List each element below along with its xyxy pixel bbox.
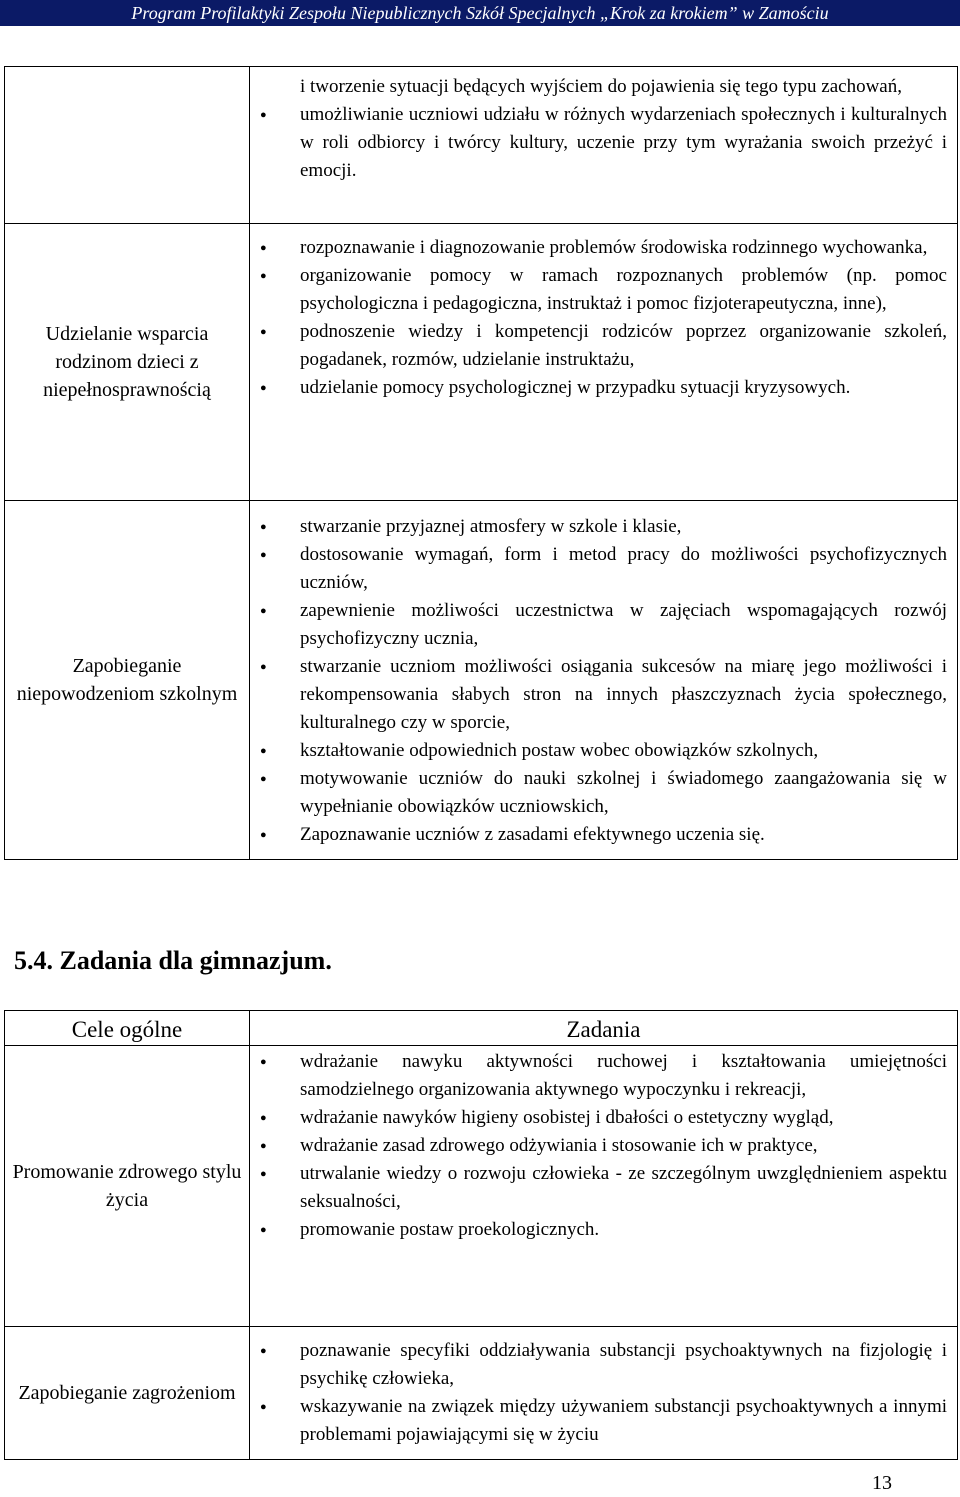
list-item: ● udzielanie pomocy psychologicznej w przypadku sytuacji kryzysowych. [260, 374, 947, 402]
page-header: Program Profilaktyki Zespołu Niepublicznych Szkół Specjalnych „Krok za krokiem” w Zamościu [0, 0, 960, 26]
table-row [5, 224, 958, 501]
list-item: ● poznawanie specyfiki oddziaływania substancji psychoaktywnych na fizjologię i psychikę człowieka, [260, 1337, 947, 1393]
task-list [260, 1048, 947, 1244]
table-row [5, 67, 958, 224]
tasks-cell [250, 501, 958, 860]
task-list [260, 234, 947, 402]
column-header-tasks: Zadania [566, 1017, 641, 1042]
list-item: ● wdrażanie nawyków higieny osobistej i dbałości o estetyczny wygląd, [260, 1104, 947, 1132]
tasks-cell [250, 224, 958, 501]
list-item: ● utrwalanie wiedzy o rozwoju człowieka - ze szczególnym uwzględnieniem aspektu seksualności, [260, 1160, 947, 1216]
list-item: ● wskazywanie na związek między używaniem substancji psychoaktywnych a innymi problemami pojawiającymi się w życiu [260, 1393, 947, 1449]
goal-cell: Promowanie zdrowego stylu życia [5, 1046, 250, 1327]
column-header-goals: Cele ogólne [71, 1017, 183, 1042]
list-item: ● dostosowanie wymagań, form i metod pracy do możliwości psychofizycznych uczniów, [260, 541, 947, 597]
list-item: ● promowanie postaw proekologicznych. [260, 1216, 947, 1244]
page-number: 13 [872, 1472, 892, 1494]
section-title: 5.4. Zadania dla gimnazjum. [14, 946, 332, 975]
header-goals-cell [5, 1011, 250, 1046]
table-header-row [5, 1011, 958, 1046]
tasks-table-gimnazjum [4, 1010, 958, 1460]
list-item: i tworzenie sytuacji będących wyjściem do pojawienia się tego typu zachowań, [300, 76, 902, 97]
table-row [5, 501, 958, 860]
list-item: ● wdrażanie zasad zdrowego odżywiania i stosowanie ich w praktyce, [260, 1132, 947, 1160]
list-item: ● motywowanie uczniów do nauki szkolnej i świadomego zaangażowania się w wypełnianie obowiązków uczniowskich, [260, 765, 947, 821]
tasks-cell [250, 1327, 958, 1460]
goal-cell: Zapobieganie niepowodzeniom szkolnym [5, 501, 250, 860]
task-list [260, 73, 947, 185]
table-row [5, 1046, 958, 1327]
list-item: ● rozpoznawanie i diagnozowanie problemów środowiska rodzinnego wychowanka, [260, 234, 947, 262]
list-item: ● umożliwianie uczniowi udziału w różnych wydarzeniach społecznych i kulturalnych w roli odbiorcy i twórcy kultury, uczenie przy tym wyrażania swoich przeżyć i emocji. [260, 101, 947, 185]
task-list [260, 513, 947, 849]
header-tasks-cell [250, 1011, 958, 1046]
tasks-table-continued [4, 66, 958, 860]
list-item: ● stwarzanie uczniom możliwości osiągania sukcesów na miarę jego możliwości i rekompensowania słabych stron na innych płaszczyznach życia społecznego, kulturalnego czy w sporcie, [260, 653, 947, 737]
tasks-cell [250, 1046, 958, 1327]
goal-cell [5, 67, 250, 224]
list-item: ● Zapoznawanie uczniów z zasadami efektywnego uczenia się. [260, 821, 947, 849]
goal-cell: Zapobieganie zagrożeniom [5, 1327, 250, 1460]
task-list [260, 1337, 947, 1449]
tasks-cell [250, 67, 958, 224]
list-item: ● kształtowanie odpowiednich postaw wobec obowiązków szkolnych, [260, 737, 947, 765]
list-item: ● stwarzanie przyjaznej atmosfery w szkole i klasie, [260, 513, 947, 541]
list-item: ● organizowanie pomocy w ramach rozpoznanych problemów (np. pomoc psychologiczna i pedagogiczna, instruktaż i pomoc fizjoterapeutyczna, inne), [260, 262, 947, 318]
goal-cell: Udzielanie wsparcia rodzinom dzieci z niepełnosprawnością [5, 224, 250, 501]
list-item: ● zapewnienie możliwości uczestnictwa w zajęciach wspomagających rozwój psychofizyczny ucznia, [260, 597, 947, 653]
list-item: ● wdrażanie nawyku aktywności ruchowej i kształtowania umiejętności samodzielnego organizowania aktywnego wypoczynku i rekreacji, [260, 1048, 947, 1104]
list-item: ● podnoszenie wiedzy i kompetencji rodziców poprzez organizowanie szkoleń, pogadanek, rozmów, udzielanie instruktażu, [260, 318, 947, 374]
table-row [5, 1327, 958, 1460]
